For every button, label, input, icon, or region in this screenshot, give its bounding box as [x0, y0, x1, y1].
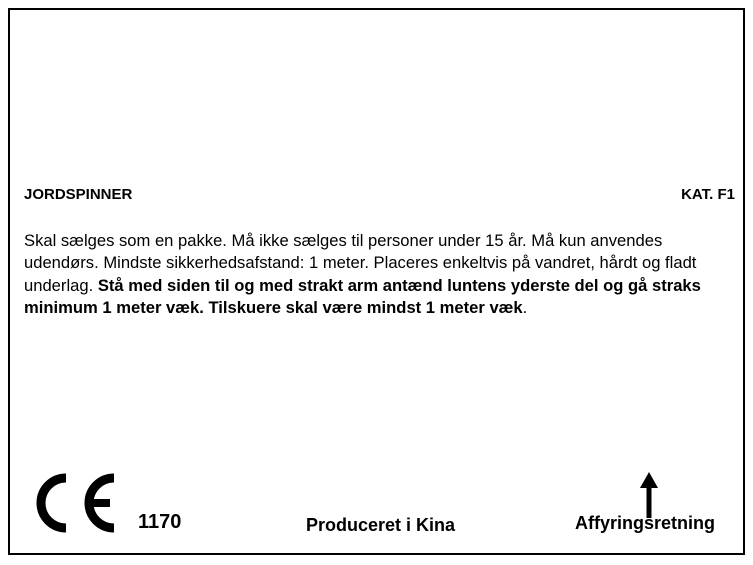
ce-marking-icon	[30, 472, 118, 534]
firing-direction-label: Affyringsretning	[575, 513, 716, 533]
category-code: KAT. F1	[681, 186, 735, 203]
instructions-text: Skal sælges som en pakke. Må ikke sælges til personer under 15 år. Må kun anvendes udendørs. Mindste sikkerhedsafstand: 1 meter. Placeres enkeltvis på vandret, hårdt og fladt underlag.	[24, 231, 697, 295]
instructions-bold-text: Stå med siden til og med strakt arm antænd luntens yderste del og gå straks minimum 1 meter væk. Tilskuere skal være mindst 1 meter væk	[24, 275, 701, 318]
product-name: JORDSPINNER	[24, 186, 133, 203]
safety-instructions	[24, 230, 724, 320]
instructions-end: .	[522, 298, 528, 318]
country-of-origin: Produceret i Kina	[306, 515, 456, 535]
notified-body-number: 1170	[138, 511, 182, 533]
